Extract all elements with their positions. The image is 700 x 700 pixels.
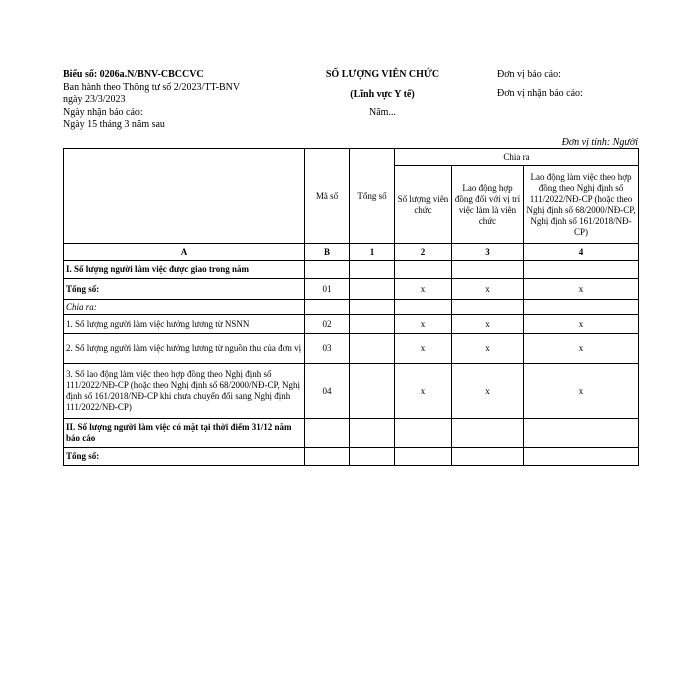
row-col4 (524, 448, 639, 466)
row-total (350, 364, 395, 419)
row-col4: x (524, 315, 639, 334)
receive-date-value: Ngày 15 tháng 3 năm sau (63, 119, 165, 130)
row-label: II. Số lượng người làm việc có mặt tại thời điểm 31/12 năm báo cáo (64, 419, 305, 448)
header-breakdown: Chia ra (395, 149, 639, 166)
row-label: Tổng số: (64, 279, 305, 300)
row-label: Chia ra: (64, 300, 305, 315)
index-cell: 4 (524, 244, 639, 261)
row-col2 (395, 419, 452, 448)
table-row (64, 279, 639, 300)
index-cell: A (64, 244, 305, 261)
receiving-unit: Đơn vị nhận báo cáo: (497, 87, 583, 99)
header-blank-cell (64, 149, 305, 244)
row-col3: x (452, 364, 524, 419)
unit-block (497, 69, 583, 106)
row-col4 (524, 261, 639, 279)
report-subtitle: (Lĩnh vực Y tế) (350, 88, 415, 100)
row-col3: x (452, 315, 524, 334)
index-cell: 1 (350, 244, 395, 261)
row-total (350, 448, 395, 466)
row-total (350, 279, 395, 300)
form-info-block (63, 69, 240, 132)
header-sub2: Lao động hợp đồng đối với vị trí việc làm là viên chức (452, 166, 524, 244)
row-col2: x (395, 364, 452, 419)
row-code: 01 (305, 279, 350, 300)
row-total (350, 315, 395, 334)
row-col3 (452, 261, 524, 279)
row-col3 (452, 448, 524, 466)
row-total (350, 261, 395, 279)
header-code: Mã số (305, 149, 350, 244)
form-code: Biểu số: 0206a.N/BNV-CBCCVC (63, 69, 204, 80)
row-col4: x (524, 279, 639, 300)
row-code: 02 (305, 315, 350, 334)
row-col4: x (524, 334, 639, 364)
row-col4: x (524, 364, 639, 419)
row-col2: x (395, 315, 452, 334)
row-label: 2. Số lượng người làm việc hưởng lương từ nguồn thu của đơn vị (64, 334, 305, 364)
row-col3: x (452, 334, 524, 364)
row-col2: x (395, 334, 452, 364)
header-sub1: Số lượng viên chức (395, 166, 452, 244)
issued-date: ngày 23/3/2023 (63, 94, 126, 105)
row-col4 (524, 419, 639, 448)
row-total (350, 334, 395, 364)
report-title: SỐ LƯỢNG VIÊN CHỨC (325, 69, 440, 80)
table-row (64, 315, 639, 334)
row-total (350, 419, 395, 448)
table-row (64, 419, 639, 448)
row-col4 (524, 300, 639, 315)
index-cell: 3 (452, 244, 524, 261)
row-col3: x (452, 279, 524, 300)
reporting-unit: Đơn vị báo cáo: (497, 69, 561, 80)
row-col2 (395, 300, 452, 315)
report-year: Năm... (369, 107, 396, 118)
index-row (64, 244, 639, 261)
table-row (64, 364, 639, 419)
row-code (305, 261, 350, 279)
receive-date-label: Ngày nhận báo cáo: (63, 106, 143, 118)
row-code (305, 419, 350, 448)
table-row (64, 448, 639, 466)
row-total (350, 300, 395, 315)
row-col2 (395, 448, 452, 466)
header-sub3: Lao động làm việc theo hợp đồng theo Nghị định số 111/2022/NĐ-CP (hoặc theo Nghị định số 68/2000/NĐ-CP, Nghị định số 161/2018/NĐ-CP) (524, 166, 639, 244)
table-row (64, 261, 639, 279)
row-col3 (452, 419, 524, 448)
row-col2 (395, 261, 452, 279)
issued-by: Ban hành theo Thông tư số 2/2023/TT-BNV (63, 81, 241, 93)
index-cell: B (305, 244, 350, 261)
row-code: 03 (305, 334, 350, 364)
row-label: Tổng số: (64, 448, 305, 466)
unit-of-measure: Đơn vị tính: Người (561, 137, 638, 148)
table-row (64, 300, 639, 315)
row-code: 04 (305, 364, 350, 419)
row-col2: x (395, 279, 452, 300)
row-code (305, 300, 350, 315)
report-table (63, 148, 639, 466)
title-block (300, 69, 465, 120)
header-total: Tổng số (350, 149, 395, 244)
row-code (305, 448, 350, 466)
index-cell: 2 (395, 244, 452, 261)
table-row (64, 334, 639, 364)
row-label: I. Số lượng người làm việc được giao trong năm (64, 261, 305, 279)
row-label: 3. Số lao động làm việc theo hợp đồng theo Nghị định số 111/2022/NĐ-CP (hoặc theo Nghị định số 68/2000/NĐ-CP, Nghị định số 161/2018/NĐ-CP khi chưa chuyển đổi sang Nghị định 111/2022/NĐ-CP) (64, 364, 305, 419)
row-col3 (452, 300, 524, 315)
row-label: 1. Số lượng người làm việc hưởng lương từ NSNN (64, 315, 305, 334)
header-row (64, 149, 639, 166)
